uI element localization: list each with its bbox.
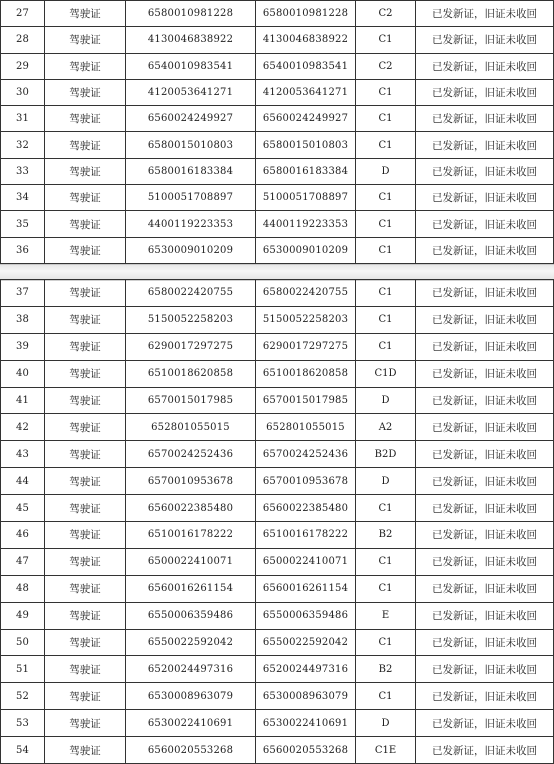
row-number: 40 xyxy=(1,360,45,387)
file-number: 6550006359486 xyxy=(256,602,356,629)
row-number: 28 xyxy=(1,27,45,53)
status-text: 已发新证，旧证未收回 xyxy=(416,656,554,683)
table-row xyxy=(1,575,554,602)
license-class: C1 xyxy=(356,211,416,237)
status-text: 已发新证，旧证未收回 xyxy=(416,185,554,211)
file-number: 6570010953678 xyxy=(256,468,356,495)
document-type: 驾驶证 xyxy=(45,1,126,27)
license-class: C2 xyxy=(356,53,416,79)
file-number: 6530009010209 xyxy=(256,237,356,263)
table-row xyxy=(1,656,554,683)
status-text: 已发新证，旧证未收回 xyxy=(416,211,554,237)
table-row xyxy=(1,333,554,360)
license-class: E xyxy=(356,602,416,629)
status-text: 已发新证，旧证未收回 xyxy=(416,333,554,360)
license-number: 6570010953678 xyxy=(126,468,256,495)
document-type: 驾驶证 xyxy=(45,548,126,575)
license-class: A2 xyxy=(356,414,416,441)
table-row xyxy=(1,468,554,495)
table-row xyxy=(1,79,554,105)
license-number: 6570024252436 xyxy=(126,441,256,468)
document-type: 驾驶证 xyxy=(45,132,126,158)
status-text: 已发新证，旧证未收回 xyxy=(416,387,554,414)
license-class: C1 xyxy=(356,132,416,158)
table-body-part-2 xyxy=(1,280,554,764)
status-text: 已发新证，旧证未收回 xyxy=(416,414,554,441)
license-class: C2 xyxy=(356,1,416,27)
license-number: 6510018620858 xyxy=(126,360,256,387)
status-text: 已发新证，旧证未收回 xyxy=(416,441,554,468)
license-class: B2 xyxy=(356,522,416,549)
license-number: 6530022410691 xyxy=(126,710,256,737)
row-number: 51 xyxy=(1,656,45,683)
license-class: D xyxy=(356,710,416,737)
file-number: 5100051708897 xyxy=(256,185,356,211)
row-number: 42 xyxy=(1,414,45,441)
license-number: 6560020553268 xyxy=(126,737,256,764)
document-type: 驾驶证 xyxy=(45,495,126,522)
document-type: 驾驶证 xyxy=(45,441,126,468)
license-number: 6580022420755 xyxy=(126,280,256,307)
row-number: 49 xyxy=(1,602,45,629)
license-number: 652801055015 xyxy=(126,414,256,441)
license-number: 6580015010803 xyxy=(126,132,256,158)
license-class: C1 xyxy=(356,185,416,211)
document-type: 驾驶证 xyxy=(45,468,126,495)
license-number: 5100051708897 xyxy=(126,185,256,211)
row-number: 27 xyxy=(1,1,45,27)
license-number: 6540010983541 xyxy=(126,53,256,79)
license-class: D xyxy=(356,387,416,414)
document-type: 驾驶证 xyxy=(45,106,126,132)
file-number: 652801055015 xyxy=(256,414,356,441)
license-class: D xyxy=(356,468,416,495)
license-class: C1 xyxy=(356,306,416,333)
table-row xyxy=(1,185,554,211)
document-type: 驾驶证 xyxy=(45,79,126,105)
license-number: 6290017297275 xyxy=(126,333,256,360)
license-number: 6500022410071 xyxy=(126,548,256,575)
license-class: C1 xyxy=(356,27,416,53)
file-number: 6510018620858 xyxy=(256,360,356,387)
license-class: B2D xyxy=(356,441,416,468)
license-number: 4120053641271 xyxy=(126,79,256,105)
status-text: 已发新证，旧证未收回 xyxy=(416,360,554,387)
document-type: 驾驶证 xyxy=(45,360,126,387)
license-number: 6510016178222 xyxy=(126,522,256,549)
table-row xyxy=(1,629,554,656)
license-number: 6570015017985 xyxy=(126,387,256,414)
row-number: 45 xyxy=(1,495,45,522)
file-number: 6530022410691 xyxy=(256,710,356,737)
row-number: 54 xyxy=(1,737,45,764)
row-number: 46 xyxy=(1,522,45,549)
row-number: 38 xyxy=(1,306,45,333)
license-class: C1 xyxy=(356,79,416,105)
status-text: 已发新证，旧证未收回 xyxy=(416,683,554,710)
status-text: 已发新证，旧证未收回 xyxy=(416,468,554,495)
license-number: 5150052258203 xyxy=(126,306,256,333)
document-type: 驾驶证 xyxy=(45,575,126,602)
status-text: 已发新证，旧证未收回 xyxy=(416,710,554,737)
file-number: 6560020553268 xyxy=(256,737,356,764)
file-number: 6550022592042 xyxy=(256,629,356,656)
status-text: 已发新证，旧证未收回 xyxy=(416,306,554,333)
document-type: 驾驶证 xyxy=(45,211,126,237)
license-class: C1 xyxy=(356,629,416,656)
table-row xyxy=(1,1,554,27)
document-type: 驾驶证 xyxy=(45,629,126,656)
row-number: 39 xyxy=(1,333,45,360)
status-text: 已发新证，旧证未收回 xyxy=(416,522,554,549)
license-class: C1E xyxy=(356,737,416,764)
license-number: 6550022592042 xyxy=(126,629,256,656)
status-text: 已发新证，旧证未收回 xyxy=(416,53,554,79)
document-type: 驾驶证 xyxy=(45,414,126,441)
license-number: 6560016261154 xyxy=(126,575,256,602)
table-row xyxy=(1,27,554,53)
license-number: 6560022385480 xyxy=(126,495,256,522)
license-number: 6550006359486 xyxy=(126,602,256,629)
file-number: 6580015010803 xyxy=(256,132,356,158)
document-type: 驾驶证 xyxy=(45,53,126,79)
table-row xyxy=(1,211,554,237)
license-class: C1 xyxy=(356,237,416,263)
document-type: 驾驶证 xyxy=(45,387,126,414)
row-number: 43 xyxy=(1,441,45,468)
file-number: 6540010983541 xyxy=(256,53,356,79)
file-number: 6580022420755 xyxy=(256,280,356,307)
table-row xyxy=(1,53,554,79)
row-number: 32 xyxy=(1,132,45,158)
table-row xyxy=(1,158,554,184)
file-number: 6500022410071 xyxy=(256,548,356,575)
license-number: 6530009010209 xyxy=(126,237,256,263)
file-number: 6520024497316 xyxy=(256,656,356,683)
license-number: 6560024249927 xyxy=(126,106,256,132)
row-number: 35 xyxy=(1,211,45,237)
file-number: 6580016183384 xyxy=(256,158,356,184)
table-row xyxy=(1,737,554,764)
document-type: 驾驶证 xyxy=(45,737,126,764)
table-row xyxy=(1,602,554,629)
status-text: 已发新证，旧证未收回 xyxy=(416,27,554,53)
file-number: 6560024249927 xyxy=(256,106,356,132)
file-number: 6570015017985 xyxy=(256,387,356,414)
table-row xyxy=(1,441,554,468)
row-number: 34 xyxy=(1,185,45,211)
file-number: 6530008963079 xyxy=(256,683,356,710)
document-type: 驾驶证 xyxy=(45,158,126,184)
status-text: 已发新证，旧证未收回 xyxy=(416,79,554,105)
table-row xyxy=(1,280,554,307)
status-text: 已发新证，旧证未收回 xyxy=(416,106,554,132)
row-number: 52 xyxy=(1,683,45,710)
status-text: 已发新证，旧证未收回 xyxy=(416,629,554,656)
license-number: 4400119223353 xyxy=(126,211,256,237)
document-type: 驾驶证 xyxy=(45,683,126,710)
table-row xyxy=(1,106,554,132)
document-type: 驾驶证 xyxy=(45,522,126,549)
status-text: 已发新证，旧证未收回 xyxy=(416,737,554,764)
license-class: C1 xyxy=(356,575,416,602)
license-class: B2 xyxy=(356,656,416,683)
file-number: 6570024252436 xyxy=(256,441,356,468)
license-number: 6530008963079 xyxy=(126,683,256,710)
table-row xyxy=(1,710,554,737)
file-number: 4130046838922 xyxy=(256,27,356,53)
table-row xyxy=(1,495,554,522)
status-text: 已发新证，旧证未收回 xyxy=(416,548,554,575)
document-type: 驾驶证 xyxy=(45,710,126,737)
document-type: 驾驶证 xyxy=(45,602,126,629)
row-number: 48 xyxy=(1,575,45,602)
row-number: 47 xyxy=(1,548,45,575)
license-table-part-2 xyxy=(0,279,554,764)
table-row xyxy=(1,306,554,333)
row-number: 41 xyxy=(1,387,45,414)
file-number: 6560016261154 xyxy=(256,575,356,602)
license-number: 6580010981228 xyxy=(126,1,256,27)
file-number: 6560022385480 xyxy=(256,495,356,522)
row-number: 44 xyxy=(1,468,45,495)
table-body-part-1 xyxy=(1,1,554,264)
license-class: C1 xyxy=(356,683,416,710)
table-row xyxy=(1,414,554,441)
table-row xyxy=(1,683,554,710)
status-text: 已发新证，旧证未收回 xyxy=(416,575,554,602)
license-class: C1 xyxy=(356,548,416,575)
license-number: 6520024497316 xyxy=(126,656,256,683)
row-number: 30 xyxy=(1,79,45,105)
status-text: 已发新证，旧证未收回 xyxy=(416,132,554,158)
row-number: 53 xyxy=(1,710,45,737)
table-row xyxy=(1,237,554,263)
row-number: 50 xyxy=(1,629,45,656)
license-class: D xyxy=(356,158,416,184)
status-text: 已发新证，旧证未收回 xyxy=(416,495,554,522)
table-row xyxy=(1,132,554,158)
license-number: 4130046838922 xyxy=(126,27,256,53)
table-row xyxy=(1,522,554,549)
license-class: C1 xyxy=(356,106,416,132)
status-text: 已发新证，旧证未收回 xyxy=(416,280,554,307)
document-type: 驾驶证 xyxy=(45,333,126,360)
table-row xyxy=(1,360,554,387)
table-row xyxy=(1,387,554,414)
file-number: 4400119223353 xyxy=(256,211,356,237)
document-type: 驾驶证 xyxy=(45,306,126,333)
file-number: 6510016178222 xyxy=(256,522,356,549)
row-number: 36 xyxy=(1,237,45,263)
document-type: 驾驶证 xyxy=(45,280,126,307)
status-text: 已发新证，旧证未收回 xyxy=(416,1,554,27)
document-type: 驾驶证 xyxy=(45,185,126,211)
file-number: 4120053641271 xyxy=(256,79,356,105)
document-type: 驾驶证 xyxy=(45,656,126,683)
status-text: 已发新证，旧证未收回 xyxy=(416,158,554,184)
row-number: 33 xyxy=(1,158,45,184)
license-class: C1 xyxy=(356,280,416,307)
table-row xyxy=(1,548,554,575)
row-number: 37 xyxy=(1,280,45,307)
document-type: 驾驶证 xyxy=(45,27,126,53)
license-class: C1 xyxy=(356,495,416,522)
document-type: 驾驶证 xyxy=(45,237,126,263)
file-number: 6290017297275 xyxy=(256,333,356,360)
status-text: 已发新证，旧证未收回 xyxy=(416,602,554,629)
row-number: 29 xyxy=(1,53,45,79)
license-table-part-1 xyxy=(0,0,554,264)
license-number: 6580016183384 xyxy=(126,158,256,184)
license-class: C1 xyxy=(356,333,416,360)
status-text: 已发新证，旧证未收回 xyxy=(416,237,554,263)
file-number: 5150052258203 xyxy=(256,306,356,333)
file-number: 6580010981228 xyxy=(256,1,356,27)
row-number: 31 xyxy=(1,106,45,132)
license-class: C1D xyxy=(356,360,416,387)
